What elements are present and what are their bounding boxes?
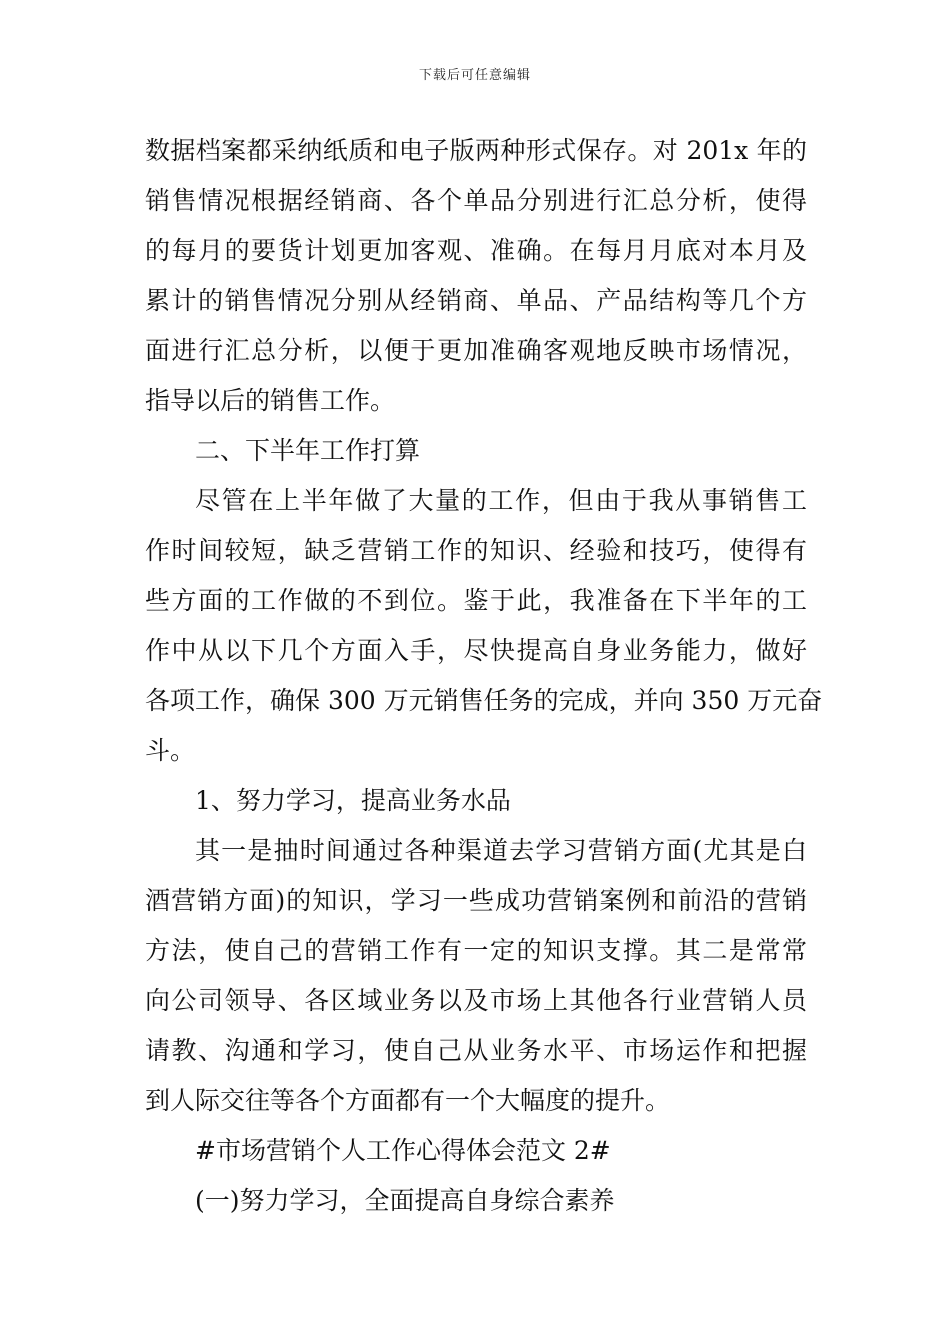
text-line: 方法，使自己的营销工作有一定的知识支撑。其二是常常 — [145, 936, 807, 965]
text-line: 向公司领导、各区域业务以及市场上其他各行业营销人员 — [145, 986, 807, 1015]
section-heading: 二、下半年工作打算 — [195, 436, 421, 465]
article-title: #市场营销个人工作心得体会范文 2# — [195, 1136, 611, 1165]
text-line: 作时间较短，缺乏营销工作的知识、经验和技巧，使得有 — [145, 536, 807, 565]
text-line: 请教、沟通和学习，使自己从业务水平、市场运作和把握 — [145, 1036, 807, 1065]
text-line: 面进行汇总分析，以便于更加准确客观地反映市场情况， — [145, 336, 807, 365]
text-line: 数据档案都采纳纸质和电子版两种形式保存。对 201x 年的 — [145, 136, 807, 165]
text-line: 指导以后的销售工作。 — [145, 386, 396, 415]
text-line: 些方面的工作做的不到位。鉴于此，我准备在下半年的工 — [145, 586, 807, 615]
text-line: 斗。 — [145, 736, 196, 765]
text-line: 酒营销方面)的知识，学习一些成功营销案例和前沿的营销 — [145, 886, 807, 915]
text-line: 其一是抽时间通过各种渠道去学习营销方面(尤其是白 — [195, 836, 807, 865]
text-line: 累计的销售情况分别从经销商、单品、产品结构等几个方 — [145, 286, 807, 315]
subsection-heading: (一)努力学习，全面提高自身综合素养 — [195, 1186, 615, 1215]
text-line: 尽管在上半年做了大量的工作，但由于我从事销售工 — [195, 486, 807, 515]
subsection-heading: 1、努力学习，提高业务水品 — [195, 786, 511, 815]
text-line: 销售情况根据经销商、各个单品分别进行汇总分析，使得 — [145, 186, 807, 215]
document-body — [145, 126, 823, 1226]
text-line: 各项工作，确保 300 万元销售任务的完成，并向 350 万元奋 — [145, 686, 823, 715]
text-line: 的每月的要货计划更加客观、准确。在每月月底对本月及 — [145, 236, 807, 265]
page-header: 下载后可任意编辑 — [418, 68, 531, 83]
text-line: 到人际交往等各个方面都有一个大幅度的提升。 — [145, 1086, 671, 1115]
text-line: 作中从以下几个方面入手，尽快提高自身业务能力，做好 — [145, 636, 807, 665]
